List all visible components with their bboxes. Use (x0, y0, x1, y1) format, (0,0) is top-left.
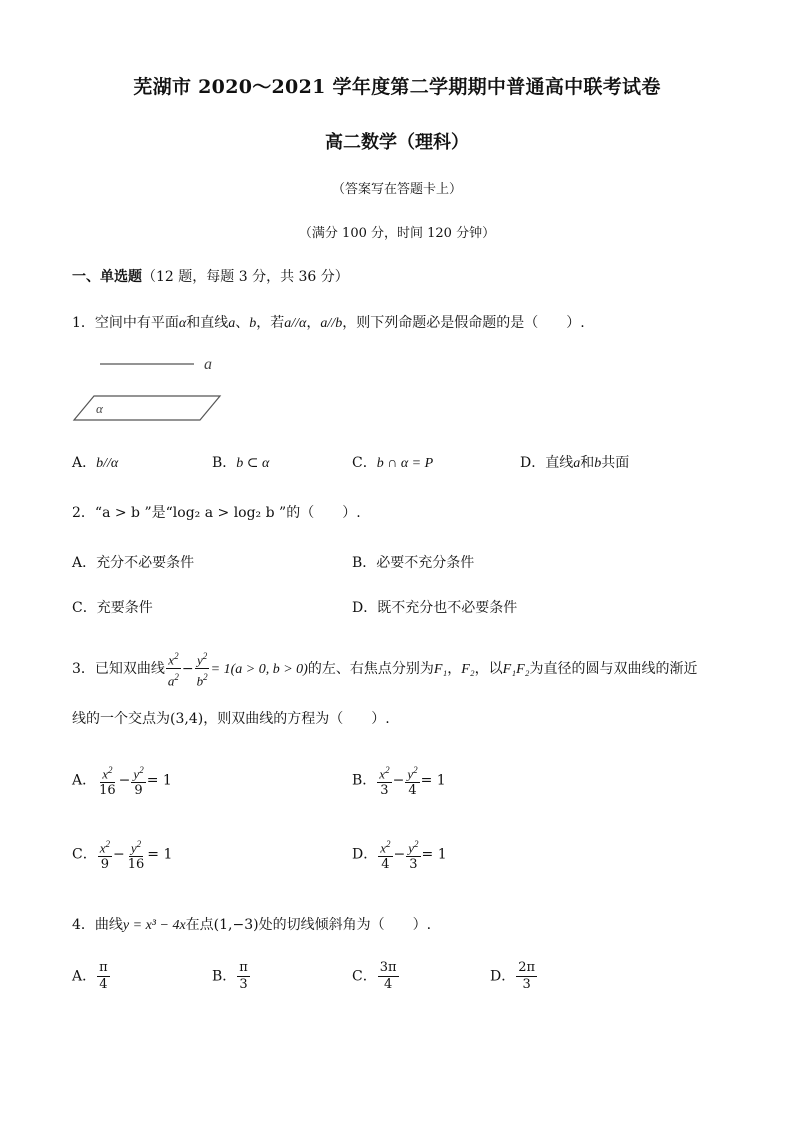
q1-var-a: a (228, 316, 236, 331)
equals-one: = 1 (421, 846, 447, 863)
option-var: b (594, 456, 602, 471)
q2-option-c[interactable] (72, 597, 153, 617)
option-key: C． (72, 600, 97, 616)
q1-condition-2: a//b (320, 316, 343, 331)
q3-focus-2: F₂ (461, 661, 475, 677)
equals-one: = 1 (420, 772, 446, 789)
plane-label: α (96, 401, 103, 416)
option-key: A． (72, 455, 97, 471)
q1-text-2: 和直线 (186, 315, 229, 331)
option-text: 共面 (601, 455, 630, 471)
denominator: 3 (522, 977, 531, 992)
q4-text-3: 处的切线倾斜角为（ ）. (258, 917, 432, 933)
q1-text-1: 空间中有平面 (94, 315, 179, 331)
option-key: C． (352, 968, 377, 985)
q3-focus-1: F₁ (433, 661, 448, 677)
numerator: π (99, 960, 108, 975)
option-key: D． (520, 455, 546, 471)
numerator: 3π (379, 960, 397, 975)
line-label: a (204, 356, 212, 373)
q1-var-b: b (249, 316, 257, 331)
q1-text-3: ，若 (256, 315, 285, 331)
numerator: 2π (518, 960, 536, 975)
option-key: C． (72, 846, 97, 863)
option-key: C． (352, 455, 377, 471)
option-text: b//α (96, 456, 119, 471)
q3-text-1: 已知双曲线 (94, 660, 165, 677)
answer-note: （答案写在答题卡上） (331, 182, 462, 197)
q1-option-c[interactable] (352, 452, 433, 472)
option-key: B． (212, 455, 237, 471)
section-label: 一、单选题 (72, 269, 142, 285)
question-3-stem-line1: 3．已知双曲线 $\frac{x^2}{a^2}$ − $\frac{y^2}{b^2}$ = 1(a > 0, b > 0)的左、右焦点分别为F₁，F₂，以F₁F₂为直径的圆与双曲线的渐近 (72, 648, 698, 690)
x-denominator: 16 (99, 783, 116, 799)
question-3-stem-line2 (72, 708, 390, 728)
q3-point: (3,4) (170, 711, 204, 727)
q3-text-4: 为直径的圆与双曲线的渐近 (529, 660, 698, 677)
q4-option-a[interactable] (72, 960, 111, 993)
q4-text-2: 在点 (185, 917, 214, 933)
y-denominator: 9 (134, 783, 143, 799)
y-denominator: 4 (408, 783, 417, 799)
q1-sep: 、 (235, 315, 250, 331)
option-text: 既不充分也不必要条件 (377, 600, 518, 616)
question-1-stem (72, 312, 585, 332)
x-denominator: 4 (381, 857, 390, 873)
y-denominator: 16 (127, 857, 145, 873)
option-text: 和 (580, 455, 595, 471)
q1-figure (72, 348, 232, 428)
q2-option-b[interactable] (352, 552, 474, 572)
x-squared-over-a-squared: $\frac{x^2}{a^2}$ (166, 648, 181, 690)
q1-condition-1: a//α (284, 316, 307, 331)
question-number: 4． (72, 917, 95, 933)
q2-text: “a > b ”是“log₂ a > log₂ b ”的（ ）. (94, 505, 361, 521)
option-text: b ⊂ α (236, 456, 270, 471)
option-key: B． (212, 968, 237, 985)
option-key: B． (352, 772, 377, 789)
q4-curve: y = x³ − 4x (122, 918, 186, 933)
option-var: a (573, 456, 581, 471)
denominator: 4 (99, 977, 108, 992)
y-squared-over-b-squared: $\frac{y^2}{b^2}$ (195, 648, 210, 690)
q1-option-a[interactable] (72, 452, 118, 472)
question-number: 2． (72, 505, 95, 521)
x-denominator: 3 (380, 783, 389, 799)
exam-title: 芜湖市 2020～2021 学年度第二学期期中普通高中联考试卷 (133, 76, 661, 98)
q1-option-d[interactable] (520, 452, 629, 472)
q3-text-5: 线的一个交点为 (72, 711, 170, 727)
denominator: 4 (383, 977, 393, 992)
q3-equation-rest: = 1(a > 0, b > 0) (210, 661, 308, 677)
option-key: B． (352, 555, 377, 571)
q1-option-b[interactable] (212, 452, 269, 472)
q3-text-6: ，则双曲线的方程为（ ）. (203, 711, 390, 727)
option-text: 充分不必要条件 (96, 555, 195, 571)
q2-option-a[interactable] (72, 552, 194, 572)
option-key: A． (72, 555, 97, 571)
section-detail: （12 题，每题 3 分，共 36 分） (142, 269, 349, 285)
x-denominator: 9 (100, 857, 109, 873)
q3-text-3: ，以 (474, 660, 503, 677)
q3-option-b[interactable]: B． $\frac{x^2}{3}$ − $\frac{y^2}{4}$ = 1 (352, 762, 446, 799)
score-time-note: （满分 100 分，时间 120 分钟） (298, 226, 496, 241)
option-text: b ∩ α = P (376, 456, 434, 471)
option-key: D． (352, 600, 378, 616)
denominator: 3 (239, 977, 248, 992)
option-text: 必要不充分条件 (376, 555, 475, 571)
question-4-stem (72, 914, 431, 934)
q3-option-a[interactable]: A． $\frac{x^2}{16}$ − $\frac{y^2}{9}$ = 1 (72, 762, 172, 799)
question-number: 1． (72, 315, 95, 331)
q1-comma: ， (306, 315, 321, 331)
option-key: D． (352, 846, 378, 863)
q2-option-d[interactable] (352, 597, 517, 617)
q3-option-d[interactable]: D． $\frac{x^2}{4}$ − $\frac{y^2}{3}$ = 1 (352, 836, 447, 873)
y-denominator: 3 (409, 857, 418, 873)
option-key: A． (72, 772, 97, 789)
q3-comma: ， (447, 660, 462, 677)
q4-option-d[interactable] (490, 960, 538, 993)
question-2-stem (72, 502, 361, 522)
question-number: 3． (72, 660, 95, 677)
option-text: 充要条件 (96, 600, 153, 616)
equals-one: = 1 (146, 772, 172, 789)
q4-text-1: 曲线 (94, 917, 123, 933)
q1-text-4: ，则下列命题必是假命题的是（ ）. (342, 315, 585, 331)
numerator: π (239, 960, 248, 975)
q4-option-c[interactable] (352, 960, 400, 993)
q1-alpha: α (178, 316, 187, 331)
option-key: A． (72, 968, 97, 985)
equals-one: = 1 (147, 846, 173, 863)
q4-point: (1,−3) (213, 917, 259, 933)
q3-f1f2: F₁F₂ (502, 661, 530, 677)
q4-option-b[interactable] (212, 960, 251, 993)
exam-subtitle: 高二数学（理科） (325, 132, 469, 153)
section-heading (72, 266, 349, 286)
option-text: 直线 (545, 455, 574, 471)
q3-text-2: 的左、右焦点分别为 (307, 660, 434, 677)
option-key: D． (490, 968, 516, 985)
q3-option-c[interactable]: C． $\frac{x^2}{9}$ − $\frac{y^2}{16}$ = 1 (72, 836, 172, 873)
